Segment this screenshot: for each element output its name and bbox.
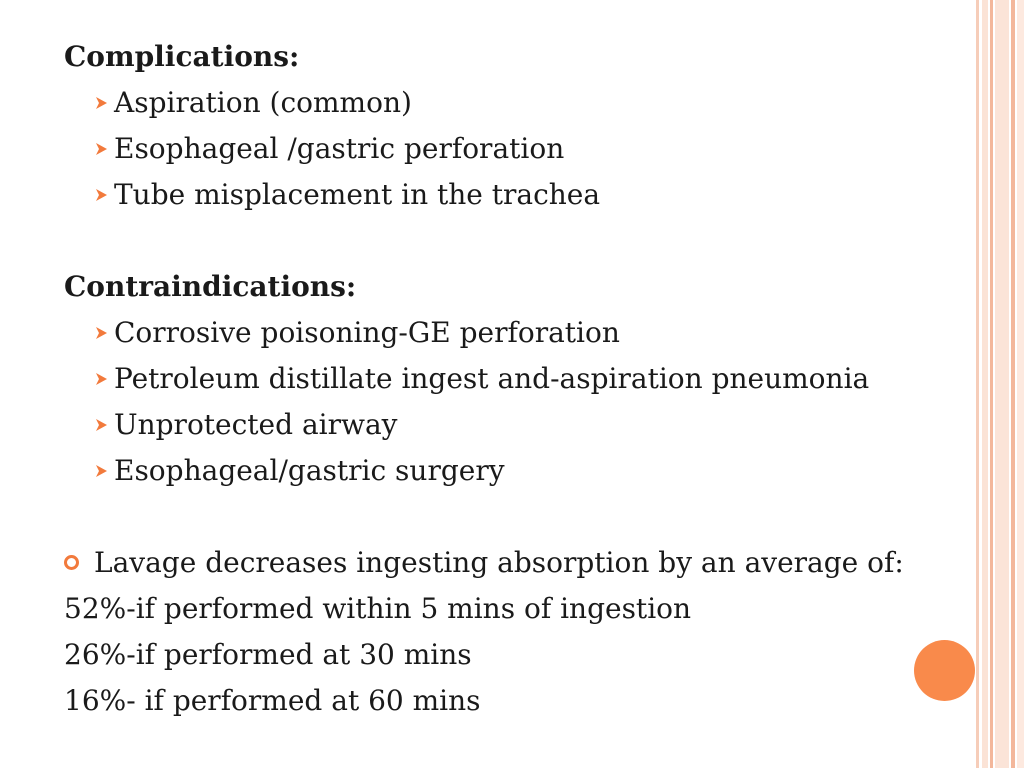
arrow-bullet-icon	[96, 356, 107, 402]
contraindication-item	[64, 310, 944, 356]
complication-item	[64, 80, 944, 126]
arrow-bullet-icon	[96, 448, 107, 494]
lavage-line: 26%-if performed at 30 mins	[64, 638, 472, 671]
complication-text: Aspiration (common)	[114, 86, 412, 119]
border-stripe	[1011, 0, 1015, 768]
spacer	[64, 218, 944, 264]
contraindication-text: Unprotected airway	[114, 408, 398, 441]
contraindication-item	[64, 448, 944, 494]
complication-text: Esophageal /gastric perforation	[114, 132, 565, 165]
lavage-line: 16%- if performed at 60 mins	[64, 684, 481, 717]
complication-text: Tube misplacement in the trachea	[114, 178, 601, 211]
contraindications-heading: Contraindications:	[64, 270, 357, 303]
complication-item	[64, 126, 944, 172]
border-stripe	[1017, 0, 1024, 768]
lavage-intro-text: Lavage decreases ingesting absorption by an average of:	[94, 546, 904, 579]
arrow-bullet-icon	[96, 310, 107, 356]
border-stripe	[982, 0, 988, 768]
contraindication-text: Corrosive poisoning-GE perforation	[114, 316, 620, 349]
arrow-bullet-icon	[96, 80, 107, 126]
slide-content	[64, 34, 944, 724]
lavage-line: 52%-if performed within 5 mins of ingestion	[64, 592, 692, 625]
decorative-right-border	[976, 0, 1024, 768]
complications-heading: Complications:	[64, 40, 300, 73]
arrow-bullet-icon	[96, 126, 107, 172]
complication-item	[64, 172, 944, 218]
contraindication-item	[64, 356, 944, 402]
contraindication-item	[64, 402, 944, 448]
border-stripe	[990, 0, 993, 768]
contraindication-text: Petroleum distillate ingest and-aspiration pneumonia	[114, 362, 870, 395]
border-stripe	[976, 0, 979, 768]
border-stripe	[995, 0, 1009, 768]
arrow-bullet-icon	[96, 172, 107, 218]
spacer	[64, 494, 944, 540]
ring-bullet-icon	[64, 555, 79, 570]
contraindication-text: Esophageal/gastric surgery	[114, 454, 505, 487]
lavage-intro	[64, 540, 944, 586]
arrow-bullet-icon	[96, 402, 107, 448]
